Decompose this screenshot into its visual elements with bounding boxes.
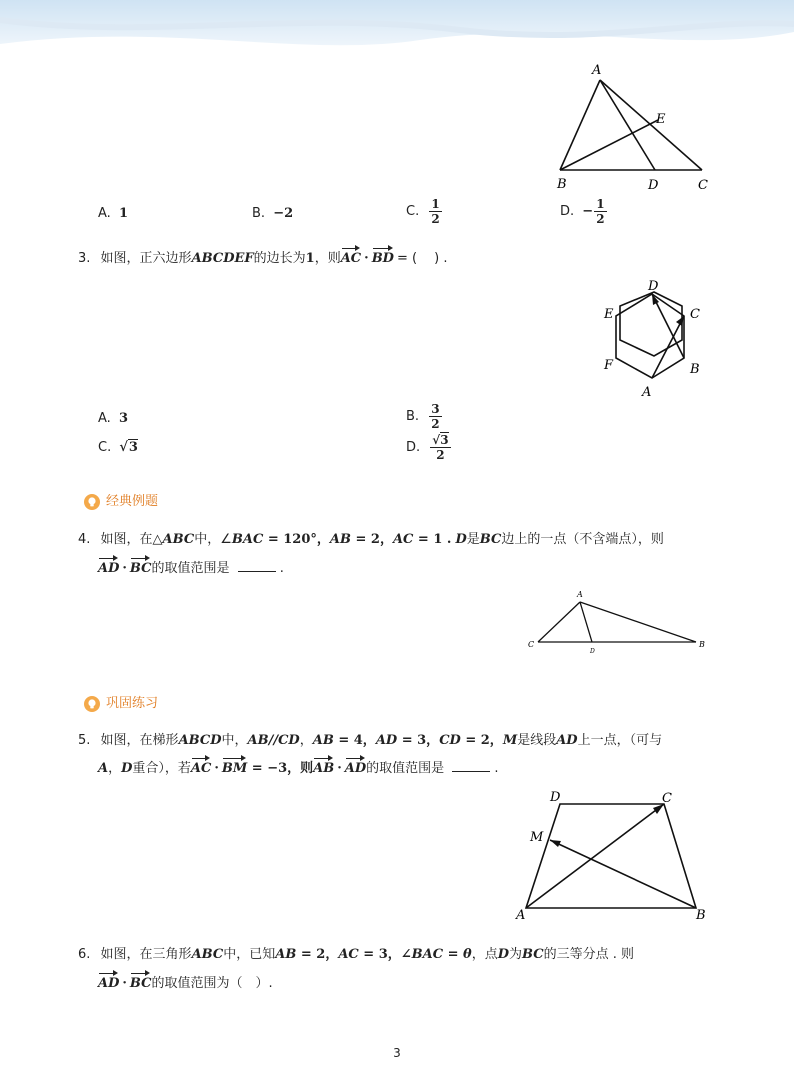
math-ac: AC <box>392 532 414 547</box>
vector-ab: AB <box>313 756 334 775</box>
stem-text: = −3，则 <box>247 761 314 776</box>
math-bc: BC <box>522 947 544 962</box>
stem-text: = 2， <box>460 733 503 748</box>
label-b: B <box>696 908 706 921</box>
label-d: D <box>550 790 561 805</box>
stem-text: 重合），若 <box>132 761 191 776</box>
stem-text: = 4， <box>333 733 376 748</box>
numerator: 1 <box>431 197 440 211</box>
option-letter: C. <box>406 204 420 219</box>
stem-text: 边上的一点（不含端点），则 <box>501 532 664 547</box>
q6-stem-line2 <box>98 971 273 991</box>
stem-text: 如图，在三角形 <box>100 947 192 962</box>
fraction <box>430 434 450 461</box>
math-bc: BC <box>479 532 502 547</box>
vector-ac: AC <box>191 756 211 775</box>
header-wave-decoration <box>0 0 794 60</box>
option-letter: D. <box>406 440 421 455</box>
fraction <box>594 198 606 225</box>
label-a: A <box>577 590 583 599</box>
stem-text: = ( ) . <box>396 251 448 266</box>
stem-text: = 3，∠ <box>358 947 412 962</box>
math-ab: AB <box>275 947 297 962</box>
vector-bd: BD <box>372 246 394 265</box>
label-d: D <box>648 178 659 193</box>
label-d: D <box>590 648 595 655</box>
stem-text: = 2， <box>350 532 393 547</box>
math-theta: θ <box>463 947 472 962</box>
label-c: C <box>662 791 672 806</box>
math-ad: AD <box>375 733 398 748</box>
trapezoid-outline <box>526 804 696 908</box>
edge-ac <box>600 80 702 170</box>
radicand: 3 <box>440 433 449 447</box>
stem-text: 中，已知 <box>223 947 276 962</box>
denominator: 2 <box>436 448 445 462</box>
q3-stem <box>78 246 448 266</box>
q2-option-b[interactable] <box>252 206 293 221</box>
stem-text: . <box>490 761 499 776</box>
label-f: F <box>604 358 614 373</box>
stem-text: ， <box>108 761 122 776</box>
label-m: M <box>530 830 544 845</box>
label-a: A <box>642 385 652 400</box>
stem-text: 的取值范围是 <box>151 561 230 576</box>
question-number: 4. <box>78 532 91 547</box>
vector-ad: AD <box>98 556 119 575</box>
label-b: B <box>557 177 567 192</box>
label-d: D <box>648 279 659 294</box>
answer-blank[interactable] <box>452 759 490 772</box>
numerator: √3 <box>432 433 449 447</box>
dot-operator: · <box>214 761 219 776</box>
section-title: 巩固练习 <box>106 696 159 711</box>
stem-text: = 1 . <box>413 532 452 547</box>
edge-ab <box>560 80 600 170</box>
math-a: A <box>98 761 109 776</box>
numerator: 3 <box>431 402 440 416</box>
math-ad: AD <box>556 733 578 748</box>
stem-text: = 120°， <box>263 532 330 547</box>
dot-operator: · <box>364 251 369 266</box>
lightbulb-icon <box>84 494 100 510</box>
math-d: D <box>121 761 133 776</box>
section-header-examples <box>84 490 158 510</box>
denominator: 2 <box>431 417 440 431</box>
math-hexagon: ABCDEF <box>191 251 254 266</box>
stem-text: 上一点，（可与 <box>577 733 663 748</box>
math-ab: AB <box>312 733 334 748</box>
option-letter: C. <box>98 440 112 455</box>
arrowhead-m <box>550 840 561 847</box>
vector-bc: BC <box>130 556 152 575</box>
q3-hexagon-figure <box>596 278 706 403</box>
option-letter: A. <box>98 206 111 221</box>
question-number: 3. <box>78 251 91 266</box>
stem-text: = 2， <box>296 947 339 962</box>
q5-stem-line2 <box>98 756 499 776</box>
section-header-practice <box>84 692 158 712</box>
radicand: 3 <box>128 440 138 455</box>
stem-text: 的取值范围是 <box>366 761 445 776</box>
option-value: 1 <box>118 206 128 221</box>
math-angle: BAC <box>411 947 444 962</box>
label-c: C <box>690 307 700 322</box>
denominator: 2 <box>596 212 605 226</box>
stem-text: 中， <box>221 733 248 748</box>
math-d: D <box>455 532 467 547</box>
page-number: 3 <box>393 1046 401 1060</box>
stem-text: 的边长为 <box>253 251 306 266</box>
answer-blank[interactable] <box>238 559 276 572</box>
question-number: 5. <box>78 733 91 748</box>
math-parallel: AB//CD <box>247 733 300 748</box>
section-title: 经典例题 <box>106 494 159 509</box>
q5-stem-line1 <box>78 729 662 748</box>
q5-trapezoid-figure <box>510 786 715 921</box>
dot-operator: · <box>122 561 127 576</box>
math-cd: CD <box>439 733 461 748</box>
q4-stem-line2 <box>98 556 284 576</box>
label-a: A <box>592 63 602 78</box>
vector-ac-line <box>526 804 664 908</box>
numerator: 1 <box>596 197 605 211</box>
hexagon-outline <box>620 292 682 356</box>
lightbulb-icon <box>84 696 100 712</box>
stem-text: 是 <box>466 532 480 547</box>
q3-option-c[interactable] <box>98 440 138 455</box>
option-value: 3 <box>118 411 128 426</box>
label-b: B <box>690 362 700 377</box>
option-sign: − <box>582 204 594 219</box>
option-letter: B. <box>252 206 266 221</box>
option-letter: A. <box>98 411 111 426</box>
math-d: D <box>497 947 509 962</box>
label-c: C <box>528 640 535 649</box>
vector-ac: AC <box>341 246 361 265</box>
stem-text: ，则 <box>314 251 341 266</box>
stem-text: ， <box>299 733 313 748</box>
math-m: M <box>502 733 518 748</box>
q3-option-a[interactable] <box>98 411 128 426</box>
vector-bc: BC <box>130 971 152 990</box>
denominator: 2 <box>431 212 440 226</box>
fraction <box>429 403 441 430</box>
math-trapezoid: ABCD <box>178 733 222 748</box>
stem-text: 的三等分点 . 则 <box>543 947 634 962</box>
math-angle: BAC <box>231 532 264 547</box>
label-e: E <box>604 307 614 322</box>
stem-text: ，点 <box>471 947 498 962</box>
segment-be <box>560 120 658 170</box>
q3-option-b[interactable] <box>406 403 442 430</box>
q2-option-a[interactable] <box>98 206 128 221</box>
sqrt-expression: √3 <box>119 440 138 455</box>
fraction <box>429 198 441 225</box>
vector-ad: AD <box>98 971 119 990</box>
q2-option-d[interactable] <box>560 198 607 225</box>
vector-ad: AD <box>345 756 366 775</box>
q4-stem-line1 <box>78 528 664 547</box>
math-ab: AB <box>329 532 351 547</box>
stem-text: 如图，在△ <box>100 532 163 547</box>
math-triangle: ABC <box>191 947 224 962</box>
option-letter: D. <box>560 204 575 219</box>
q6-stem-line1 <box>78 943 634 962</box>
stem-text: 的取值范围为（ ）. <box>151 976 273 991</box>
label-e: E <box>656 112 666 127</box>
stem-text: 中，∠ <box>194 532 232 547</box>
vector-bm: BM <box>222 756 247 775</box>
label-a: A <box>516 908 526 921</box>
q2-triangle-figure <box>552 60 722 195</box>
dot-operator: · <box>337 761 342 776</box>
stem-text: = <box>443 947 464 962</box>
q3-option-d[interactable] <box>406 434 451 461</box>
option-letter: B. <box>406 409 420 424</box>
math-triangle: ABC <box>162 532 195 547</box>
label-c: C <box>698 178 708 193</box>
question-number: 6. <box>78 947 91 962</box>
stem-text: 是线段 <box>517 733 557 748</box>
stem-text: . <box>275 561 284 576</box>
stem-text: 如图，在梯形 <box>100 733 179 748</box>
math-ac: AC <box>338 947 359 962</box>
q4-triangle-figure <box>524 586 714 656</box>
dot-operator: · <box>122 976 127 991</box>
stem-text: 为 <box>509 947 523 962</box>
label-b: B <box>699 640 705 649</box>
option-value: −2 <box>273 206 294 221</box>
stem-text: = 3， <box>397 733 440 748</box>
math-side: 1 <box>305 251 315 266</box>
q2-option-c[interactable] <box>406 198 442 225</box>
stem-text: 如图，正六边形 <box>100 251 192 266</box>
